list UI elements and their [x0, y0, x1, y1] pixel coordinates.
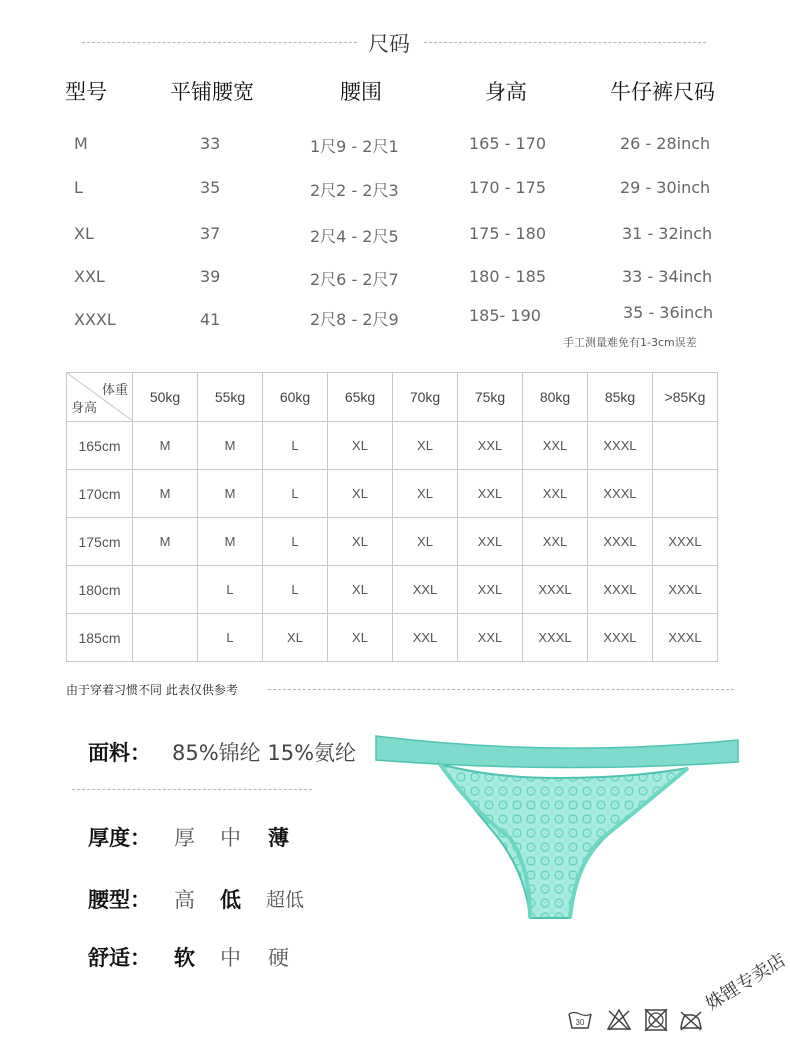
title-divider-right	[424, 42, 706, 43]
size-value: XXXL	[523, 614, 588, 662]
weight-header: >85Kg	[653, 373, 718, 422]
size-cell: 31 - 32inch	[622, 224, 713, 243]
size-cell: 170 - 175	[469, 178, 547, 197]
waist-option-ultra-low: 超低	[266, 889, 305, 911]
size-value: XL	[393, 422, 458, 470]
waist-option-high: 高	[174, 888, 195, 912]
waist-option-low: 低	[220, 888, 241, 912]
size-value: XL	[328, 470, 393, 518]
size-value: M	[133, 422, 198, 470]
size-value: M	[133, 518, 198, 566]
size-value: XXL	[458, 518, 523, 566]
size-cell: 185- 190	[469, 306, 541, 325]
size-value	[653, 470, 718, 518]
fabric-divider	[72, 789, 312, 790]
disclaimer-divider	[268, 689, 734, 690]
weight-header: 80kg	[523, 373, 588, 422]
size-cell: 2尺4 - 2尺5	[310, 227, 399, 246]
header-model: 型号	[65, 80, 107, 104]
table-row	[67, 566, 718, 614]
size-value: XXL	[458, 566, 523, 614]
size-value: XXL	[523, 518, 588, 566]
size-cell: 2尺2 - 2尺3	[310, 181, 399, 200]
size-cell: 2尺6 - 2尺7	[310, 270, 399, 289]
size-value: XXL	[393, 566, 458, 614]
size-value	[133, 566, 198, 614]
weight-header: 85kg	[588, 373, 653, 422]
size-cell: 33	[200, 134, 221, 153]
size-cell: XXL	[74, 267, 105, 286]
height-label: 185cm	[67, 614, 133, 662]
header-waist-flat: 平铺腰宽	[170, 80, 254, 104]
size-value: XL	[328, 614, 393, 662]
size-cell: 165 - 170	[469, 134, 547, 153]
size-cell: XXXL	[74, 310, 116, 329]
size-cell: 29 - 30inch	[620, 178, 711, 197]
size-value: M	[198, 518, 263, 566]
size-value: L	[198, 614, 263, 662]
size-value: XL	[328, 422, 393, 470]
size-value: XL	[263, 614, 328, 662]
size-cell: 35 - 36inch	[623, 303, 714, 322]
table-row	[67, 422, 718, 470]
table-corner	[67, 373, 133, 422]
weight-header: 55kg	[198, 373, 263, 422]
size-cell: 37	[200, 224, 221, 243]
title-divider-left	[82, 42, 357, 43]
size-value: L	[263, 422, 328, 470]
comfort-option-soft: 软	[174, 946, 195, 970]
size-value: XXL	[523, 422, 588, 470]
size-cell: M	[74, 134, 88, 153]
wash-temp-text: 30	[575, 1018, 585, 1027]
size-value: XXXL	[588, 470, 653, 518]
size-cell: XL	[74, 224, 94, 243]
size-value: XL	[328, 518, 393, 566]
size-value: XXL	[393, 614, 458, 662]
size-value: XXL	[458, 422, 523, 470]
lace-thong-image	[370, 728, 744, 928]
size-value: XL	[393, 518, 458, 566]
size-cell: 180 - 185	[469, 267, 547, 286]
fabric-label: 面料：	[88, 741, 151, 765]
size-value: XXL	[523, 470, 588, 518]
size-value: L	[263, 518, 328, 566]
size-value: L	[263, 566, 328, 614]
size-value: XXXL	[523, 566, 588, 614]
waist-label: 腰型：	[88, 888, 151, 912]
wash-30-icon	[567, 1008, 593, 1032]
size-cell: 26 - 28inch	[620, 134, 711, 153]
comfort-option-hard: 硬	[268, 946, 289, 970]
size-value: XXXL	[653, 566, 718, 614]
size-cell: 33 - 34inch	[622, 267, 713, 286]
size-cell: 35	[200, 178, 221, 197]
size-value: L	[263, 470, 328, 518]
weight-header: 50kg	[133, 373, 198, 422]
corner-height-label: 身高	[71, 400, 98, 415]
section-title: 尺码	[368, 32, 410, 56]
shop-watermark: 姝锂专卖店	[702, 949, 790, 1016]
comfort-option-medium: 中	[220, 946, 241, 970]
size-value: M	[133, 470, 198, 518]
size-value: XXXL	[588, 422, 653, 470]
thickness-option-thin: 薄	[268, 826, 289, 850]
table-row	[67, 470, 718, 518]
no-tumble-dry-icon	[643, 1008, 669, 1032]
size-value: M	[198, 422, 263, 470]
header-waist: 腰围	[340, 80, 382, 104]
measurement-note: 手工测量难免有1-3cm误差	[563, 336, 697, 349]
size-cell: 1尺9 - 2尺1	[310, 137, 399, 156]
comfort-label: 舒适：	[88, 946, 151, 970]
weight-height-table	[66, 372, 718, 662]
size-value: XXXL	[588, 518, 653, 566]
size-value	[133, 614, 198, 662]
weight-header: 65kg	[328, 373, 393, 422]
weight-header: 60kg	[263, 373, 328, 422]
size-cell: 175 - 180	[469, 224, 547, 243]
size-cell: 2尺8 - 2尺9	[310, 310, 399, 329]
thickness-option-thick: 厚	[174, 826, 195, 850]
size-value: L	[198, 566, 263, 614]
weight-header: 70kg	[393, 373, 458, 422]
size-value	[653, 422, 718, 470]
height-label: 170cm	[67, 470, 133, 518]
table-row	[67, 614, 718, 662]
size-value: M	[198, 470, 263, 518]
size-cell: 39	[200, 267, 221, 286]
size-value: XXXL	[588, 566, 653, 614]
size-value: XXXL	[653, 614, 718, 662]
size-cell: L	[74, 178, 83, 197]
size-value: XXXL	[653, 518, 718, 566]
size-value: XL	[328, 566, 393, 614]
thickness-option-medium: 中	[220, 826, 241, 850]
size-value: XXL	[458, 614, 523, 662]
table-row	[67, 518, 718, 566]
weight-header: 75kg	[458, 373, 523, 422]
height-label: 165cm	[67, 422, 133, 470]
height-label: 180cm	[67, 566, 133, 614]
no-bleach-icon	[606, 1008, 632, 1032]
size-value: XXL	[458, 470, 523, 518]
size-value: XXXL	[588, 614, 653, 662]
fabric-value: 85%锦纶 15%氨纶	[172, 741, 357, 765]
header-height: 身高	[485, 80, 527, 104]
size-value: XL	[393, 470, 458, 518]
no-iron-icon	[678, 1008, 704, 1032]
corner-weight-label: 体重	[101, 382, 128, 397]
thickness-label: 厚度：	[88, 826, 151, 850]
size-cell: 41	[200, 310, 221, 329]
height-label: 175cm	[67, 518, 133, 566]
table-disclaimer: 由于穿着习惯不同 此表仅供参考	[66, 683, 238, 697]
header-jeans-size: 牛仔裤尺码	[610, 80, 715, 104]
